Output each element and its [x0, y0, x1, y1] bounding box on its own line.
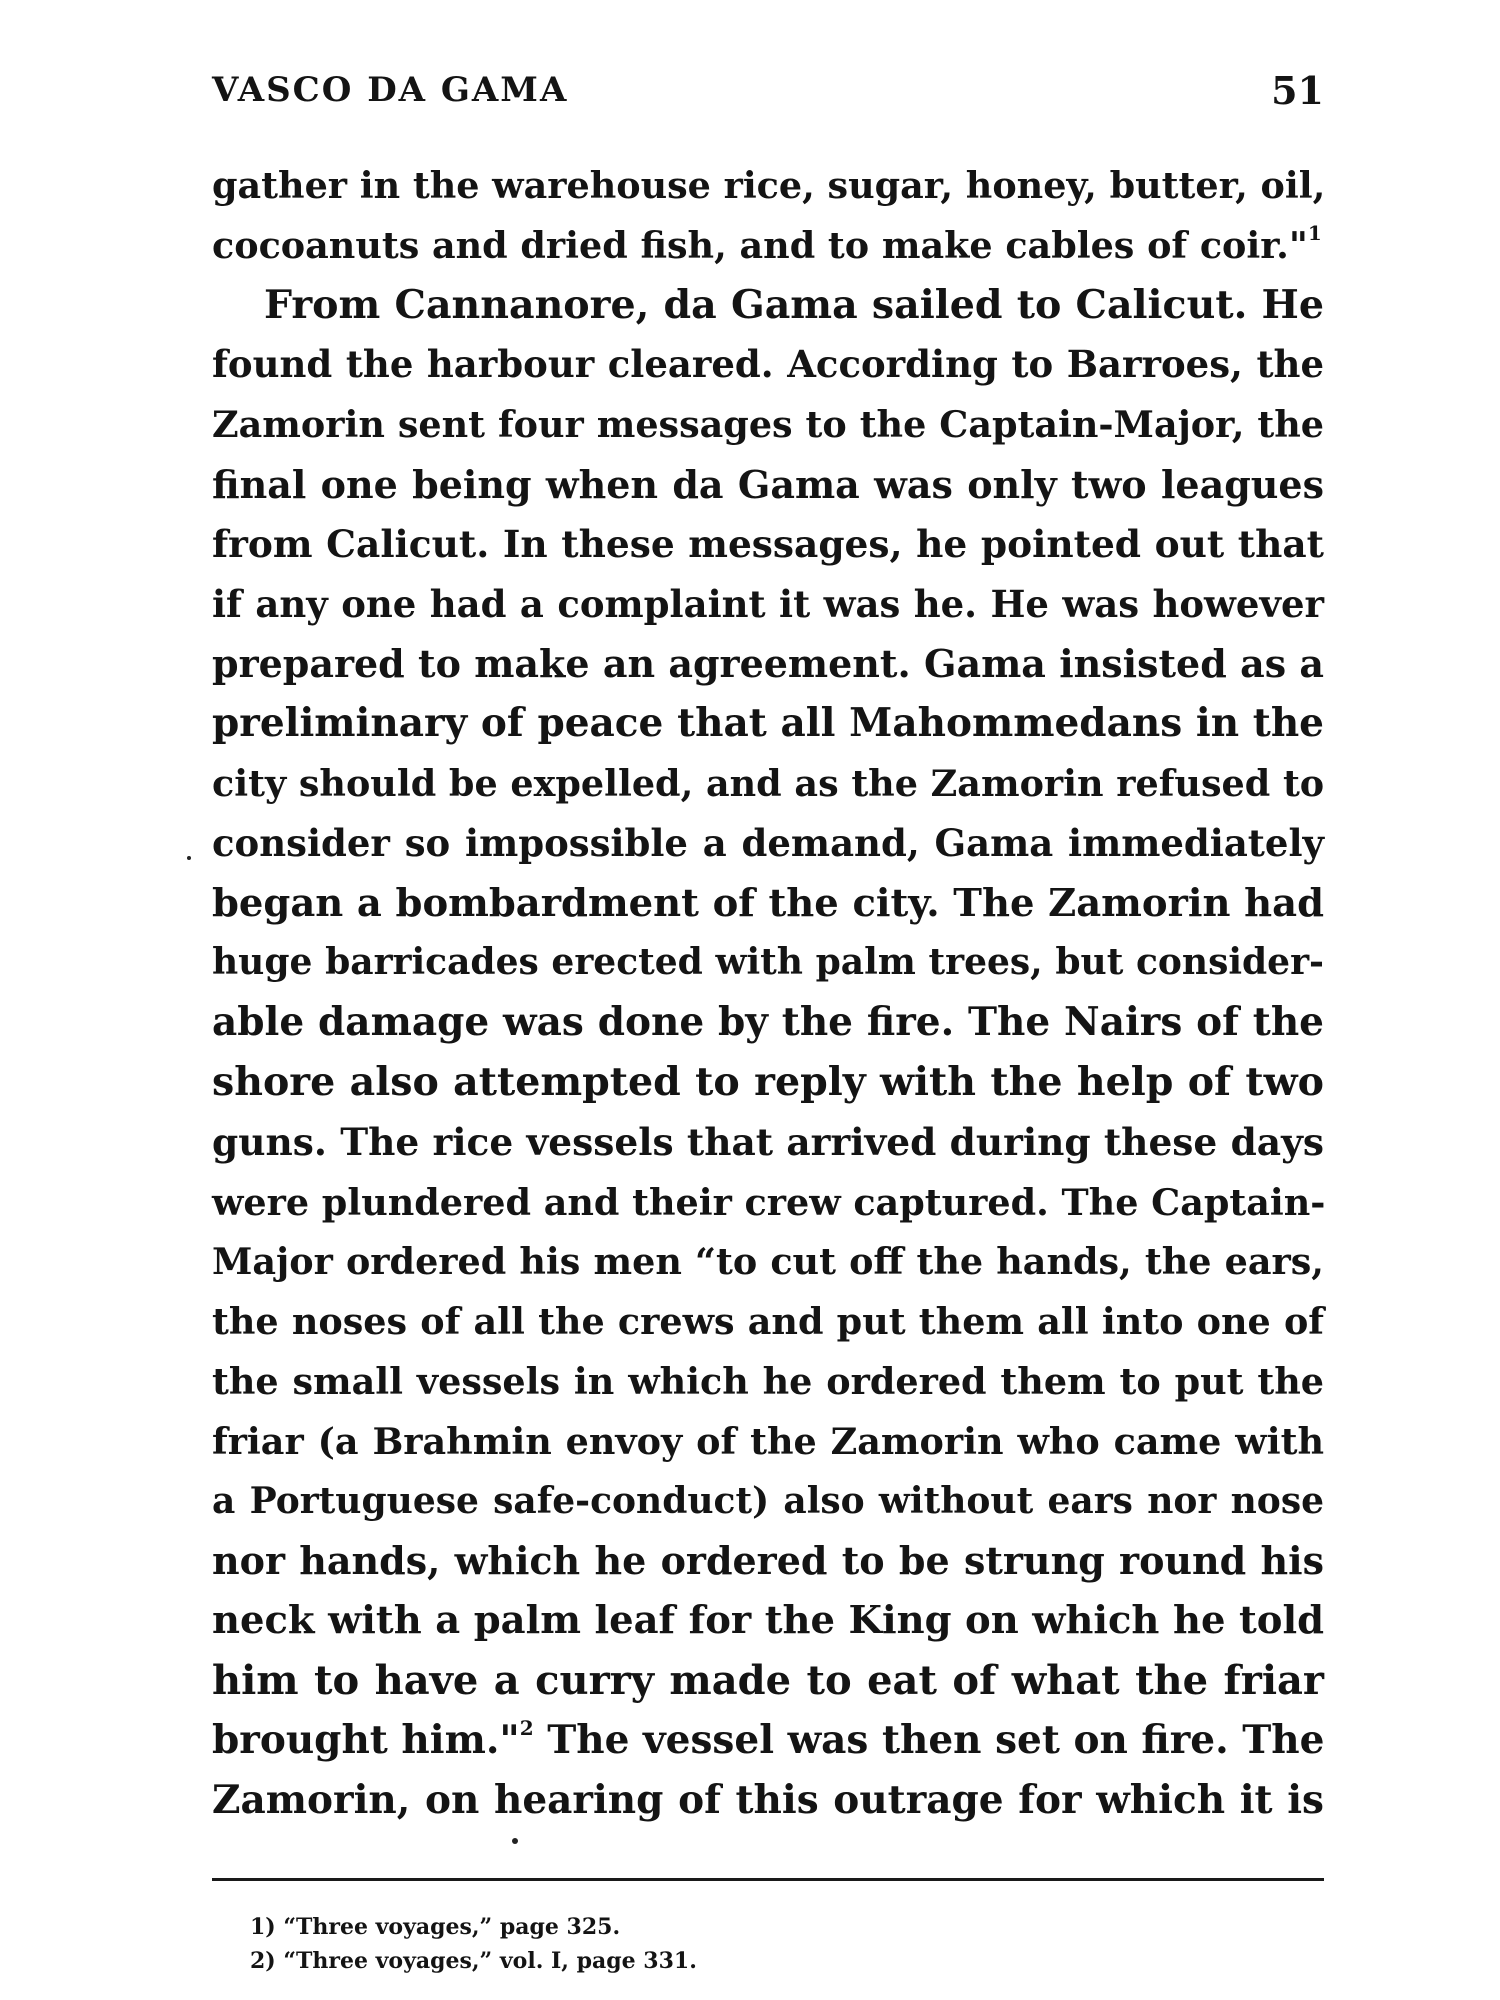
text-line: him to have a curry made to eat of what the friar: [212, 1656, 1324, 1704]
footnotes: [250, 1910, 1150, 1978]
page-number: 51: [1271, 68, 1324, 113]
text-line: Major ordered his men “to cut off the hands, the ears,: [212, 1240, 1324, 1284]
text-line: gather in the warehouse rice, sugar, honey, butter, oil,: [212, 164, 1326, 207]
running-title: VASCO DA GAMA: [212, 70, 569, 110]
footnote-1: 1) “Three voyages,” page 325.: [250, 1914, 621, 1940]
text-line: neck with a palm leaf for the King on which he told: [212, 1598, 1324, 1644]
text-line: the small vessels in which he ordered them to put the: [212, 1359, 1324, 1403]
text-line: from Calicut. In these messages, he pointed out that: [212, 521, 1324, 566]
print-speck: [187, 856, 191, 860]
text-line: the noses of all the crews and put them all into one of: [212, 1300, 1324, 1344]
text-line: friar (a Brahmin envoy of the Zamorin who came with: [212, 1419, 1324, 1463]
text-line: guns. The rice vessels that arrived during these days: [212, 1119, 1324, 1164]
text-line: brought him."$^2$ The vessel was then set on fire. The: [212, 1715, 1325, 1763]
text-line: cocoanuts and dried fish, and to make cables of coir."$^1$: [212, 220, 1322, 267]
text-line: preliminary of peace that all Mahommedans in the: [212, 700, 1324, 747]
text-line: Zamorin, on hearing of this outrage for which it is: [212, 1776, 1324, 1823]
text-line: consider so impossible a demand, Gama immediately: [212, 820, 1324, 865]
footnote-mark: 2: [519, 1715, 534, 1740]
text-line: From Cannanore, da Gama sailed to Calicut. He: [264, 281, 1324, 328]
text-line: nor hands, which he ordered to be strung round his: [212, 1538, 1324, 1584]
text-line: final one being when da Gama was only two leagues: [212, 461, 1324, 507]
running-head: [212, 64, 1324, 124]
text-line: if any one had a complaint it was he. He was however: [212, 581, 1324, 626]
text-line: able damage was done by the fire. The Nairs of the: [212, 999, 1324, 1046]
text-line: huge barricades erected with palm trees, but consider-: [212, 941, 1324, 984]
text-line: city should be expelled, and as the Zamorin refused to: [212, 761, 1325, 805]
text-line: shore also attempted to reply with the help of two: [212, 1058, 1324, 1105]
footnote-mark: 1: [1307, 220, 1322, 245]
text-line: prepared to make an agreement. Gama insisted as a: [212, 641, 1324, 687]
text-line: Zamorin sent four messages to the Captain-Major, the: [212, 403, 1324, 447]
text-line: a Portuguese safe-conduct) also without ears nor nose: [212, 1479, 1324, 1522]
text-line: found the harbour cleared. According to Barroes, the: [212, 342, 1324, 387]
footnote-2: 2) “Three voyages,” vol. I, page 331.: [250, 1948, 697, 1974]
text-line: began a bombardment of the city. The Zamorin had: [212, 880, 1324, 926]
body-text: [212, 156, 1324, 1830]
print-speck: [512, 1838, 518, 1844]
footnote-rule: [212, 1878, 1324, 1881]
text-line: were plundered and their crew captured. The Captain-: [212, 1180, 1326, 1224]
